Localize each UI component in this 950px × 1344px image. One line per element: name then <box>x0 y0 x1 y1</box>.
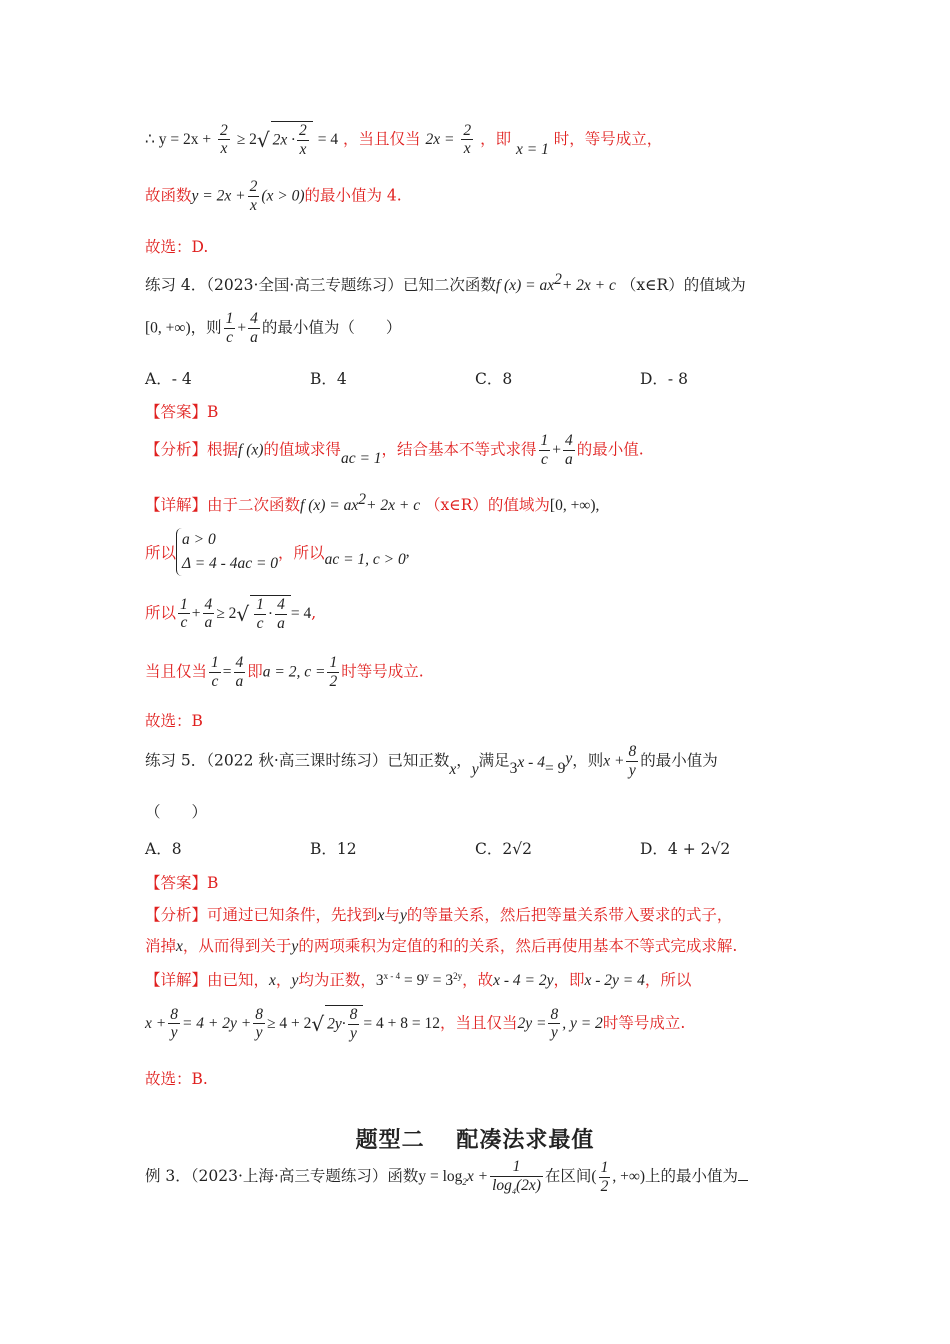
detail-line-1: 【详解】由已知，x，y均为正数，$3^{x - 4} = 9^y = 3^{2y}$，故x - 4 = 2y，即x - 2y = 4，所以 <box>145 970 692 989</box>
option-d[interactable]: D．4 + 2√2 <box>640 840 731 858</box>
analysis-line-2: 消掉x，从而得到关于y的两项乘积为定值的和的关系，然后再使用基本不等式完成求解. <box>145 937 738 955</box>
solution-line-2: 故函数y = 2x + $\frac{2}{x}$ (x > 0)的最小值为 4. <box>145 178 402 214</box>
final-answer-ex5: 故选：B. <box>145 1070 208 1088</box>
case-brace: a > 0 Δ = 4 - 4ac = 0 <box>176 528 278 576</box>
detail-line-3: 所以 $\frac{1}{c}$ + $\frac{4}{a}$ ≥ 2√ $\frac{1}{c}$ · $\frac{4}{a}$ = 4, <box>145 595 317 632</box>
option-c[interactable]: C．8 <box>475 370 513 388</box>
option-a[interactable]: A．8 <box>145 840 182 858</box>
option-d[interactable]: D．- 8 <box>640 370 688 388</box>
answer-tag: 【答案】B <box>145 403 219 421</box>
answer-tag: 【答案】B <box>145 874 219 892</box>
analysis-line-1: 【分析】可通过已知条件，先找到x与y的等量关系，然后把等量关系带入要求的式子， <box>145 906 733 924</box>
analysis-line: 【分析】根据f (x)的值域求得ac = 1，结合基本不等式求得 $\frac{1}{c}$ + $\frac{4}{a}$ 的最小值. <box>145 432 644 468</box>
solution-line-1: ∴ y = 2x + $\frac{2}{x}$ ≥ 2√ 2x · $\frac{2}{x}$ = 4 ，当且仅当 2x = $\frac{2}{x}$ ，即 x = 1 时，等号成立， <box>145 121 663 158</box>
detail-line-4: 当且仅当 $\frac{1}{c}$ = $\frac{4}{a}$ 即a = 2, c = $\frac{1}{2}$ 时等号成立. <box>145 654 424 690</box>
answer-line: 故选：D. <box>145 238 209 256</box>
exercise-4-stem: 练习 4．（2023·全国·高三专题练习）已知二次函数f $(x) = ax^2+ 2x + c$ （x∈R）的值域为 <box>145 271 746 295</box>
detail-line-1: 【详解】由于二次函数f $(x) = ax^2+ 2x + c$ （x∈R）的值域为[0, +∞), <box>145 491 600 515</box>
option-b[interactable]: B．4 <box>310 370 347 388</box>
exercise-4-stem-line-2: [0, +∞)，则 $\frac{1}{c}$ + $\frac{4}{a}$ 的最小值为（ ） <box>145 310 402 346</box>
example-3-stem: 例 3．（2023·上海·高三专题练习）函数$y = \log_2x$ + $\frac{1}{\log_4(2x)}$ 在区间( $\frac{1}{2}$ , +∞)上的最小值为 <box>145 1158 748 1196</box>
sqrt-expression: 2x · $\frac{2}{x}$ <box>271 121 313 159</box>
exercise-5-paren: （ ） <box>145 803 208 821</box>
option-a[interactable]: A．- 4 <box>145 370 192 388</box>
section-heading: 题型二 配凑法求最值 <box>355 1128 595 1153</box>
exercise-5-stem: 练习 5．（2022 秋·高三课时练习）已知正数x，y满足$3^{x - 4}= 9^y$，则x + $\frac{8}{y}$ 的最小值为 <box>145 743 718 779</box>
fraction: $\frac{2}{x}$ <box>220 121 228 158</box>
option-b[interactable]: B．12 <box>310 840 357 858</box>
math-therefore: ∴ y = 2x + <box>145 130 212 148</box>
option-c[interactable]: C．2√2 <box>475 840 532 858</box>
answer-blank[interactable] <box>738 1166 748 1181</box>
detail-line-2: 所以 a > 0 Δ = 4 - 4ac = 0 ，所以ac = 1, c > 0, <box>145 528 410 576</box>
final-answer-ex4: 故选：B <box>145 712 203 730</box>
detail-line-2: x + $\frac{8}{y}$ = 4 + 2y + $\frac{8}{y}$ ≥ 4 + 2√ 2y· $\frac{8}{y}$ = 4 + 8 = 12，当且仅当2y = $\frac{8}{y}$ , y = 2时等号成立. <box>145 1005 686 1042</box>
